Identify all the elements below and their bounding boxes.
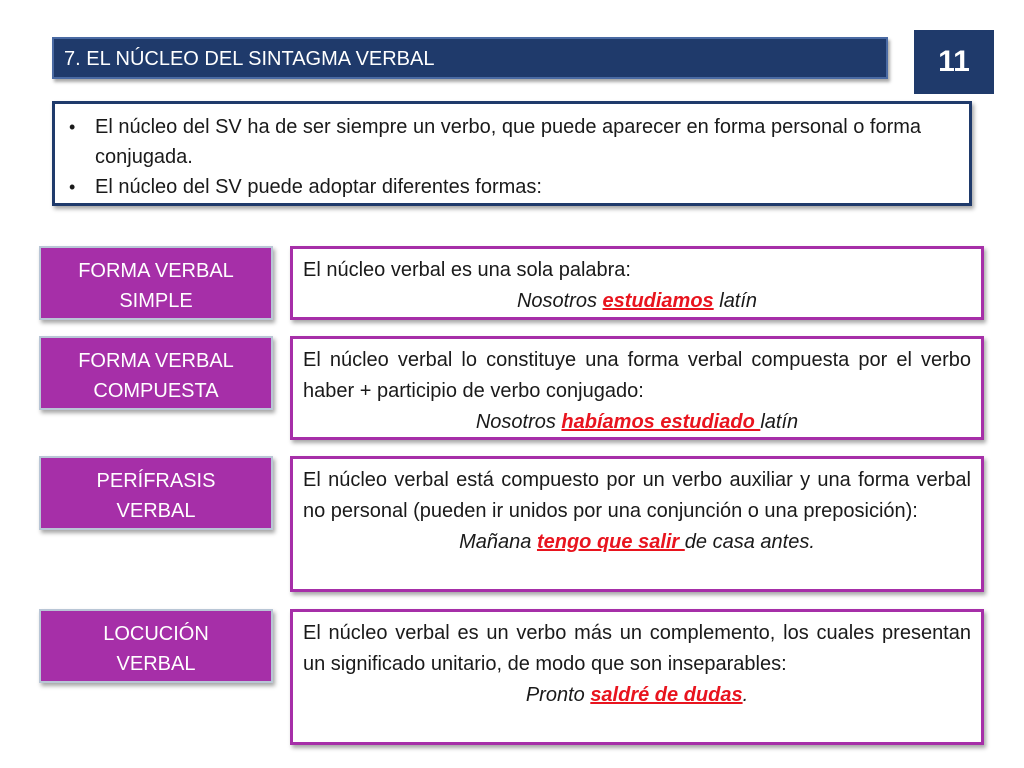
example-suffix: .: [742, 684, 749, 706]
intro-bullet-text: El núcleo del SV ha de ser siempre un verbo, que puede aparecer en forma personal o forma conjugada.: [95, 116, 922, 168]
label-line: SIMPLE: [119, 290, 193, 312]
description-text: El núcleo verbal es un verbo más un complemento, los cuales presentan un significado unitario, de modo que son inseparables:: [303, 622, 971, 675]
example-suffix: latín: [713, 290, 758, 312]
intro-bullet-text: El núcleo del SV puede adoptar diferentes formas:: [95, 176, 542, 198]
example-highlight: tengo que salir: [536, 531, 685, 553]
label-locucion-verbal: [39, 609, 273, 683]
bullet-icon: •: [69, 177, 76, 197]
label-forma-verbal-simple: [39, 246, 273, 320]
intro-bullet: [65, 172, 957, 202]
desc-forma-verbal-simple: [290, 246, 984, 320]
slide-number: 11: [914, 30, 994, 94]
description-text: El núcleo verbal está compuesto por un verbo auxiliar y una forma verbal no personal (pueden ir unidos por una conjunción o una preposición):: [303, 469, 971, 522]
desc-forma-verbal-compuesta: [290, 336, 984, 440]
example-prefix: Nosotros: [475, 411, 562, 433]
intro-box: [52, 101, 972, 206]
label-line: FORMA VERBAL: [78, 350, 234, 372]
example-prefix: Pronto: [525, 684, 591, 706]
example-suffix: latín: [760, 411, 799, 433]
label-line: FORMA VERBAL: [78, 260, 234, 282]
intro-bullet-list: [65, 112, 957, 202]
bullet-icon: •: [69, 117, 76, 137]
example-prefix: Nosotros: [516, 290, 603, 312]
label-forma-verbal-compuesta: [39, 336, 273, 410]
example-sentence: [303, 407, 971, 438]
desc-perifrasis-verbal: [290, 456, 984, 592]
label-line: VERBAL: [116, 500, 196, 522]
example-sentence: [303, 286, 971, 317]
example-suffix: de casa antes.: [684, 531, 815, 553]
description-text: El núcleo verbal lo constituye una forma verbal compuesta por el verbo haber + participio de verbo conjugado:: [303, 349, 971, 402]
desc-locucion-verbal: [290, 609, 984, 745]
label-line: VERBAL: [116, 653, 196, 675]
example-prefix: Mañana: [459, 531, 537, 553]
section-title: 7. EL NÚCLEO DEL SINTAGMA VERBAL: [52, 37, 888, 79]
example-highlight: saldré de dudas: [590, 684, 743, 706]
example-sentence: [303, 680, 971, 711]
label-line: LOCUCIÓN: [103, 623, 209, 645]
label-line: COMPUESTA: [93, 380, 219, 402]
description-text: El núcleo verbal es una sola palabra:: [303, 259, 631, 281]
label-line: PERÍFRASIS: [96, 470, 216, 492]
example-highlight: habíamos estudiado: [561, 411, 761, 433]
example-sentence: [303, 527, 971, 558]
label-perifrasis-verbal: [39, 456, 273, 530]
intro-bullet: [65, 112, 957, 172]
example-highlight: estudiamos: [602, 290, 714, 312]
